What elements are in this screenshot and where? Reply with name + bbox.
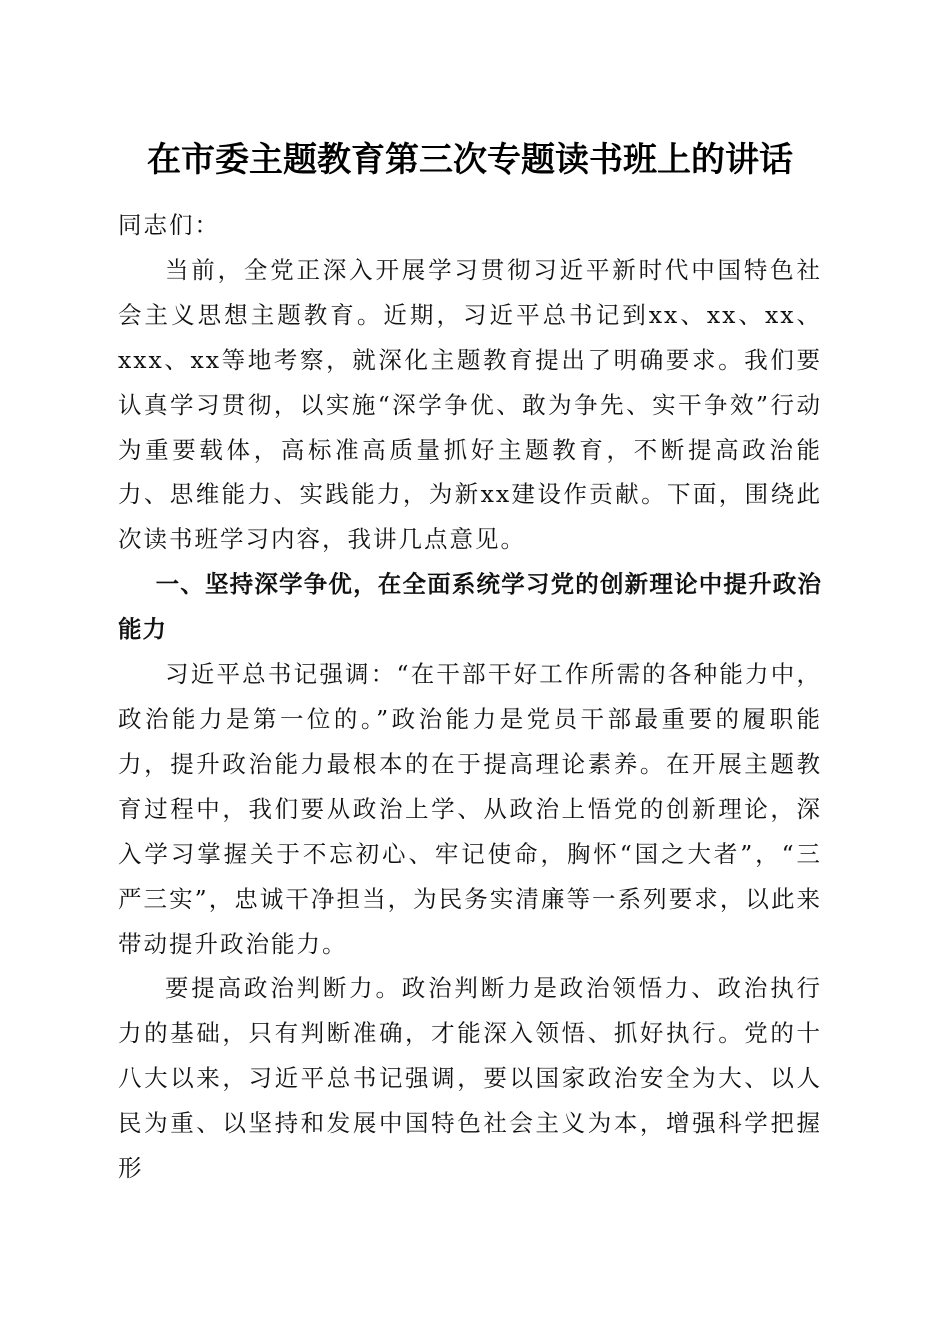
page-title: 在市委主题教育第三次专题读书班上的讲话: [147, 140, 793, 180]
section-heading-1: 一、坚持深学争优，在全面系统学习党的创新理论中提升政治能力: [118, 570, 822, 644]
document-body: [118, 203, 822, 1191]
paragraph-political-ability: 习近平总书记强调：“在干部干好工作所需的各种能力中，政治能力是第一位的。”政治能力是党员干部最重要的履职能力，提升政治能力最根本的在于提高理论素养。在开展主题教育过程中，我们要从政治上学、从政治上悟党的创新理论，深入学习掌握关于不忘初心、牢记使命，胸怀“国之大者”，“三严三实”，忠诚干净担当，为民务实清廉等一系列要求，以此来带动提升政治能力。: [118, 660, 822, 958]
salutation: 同志们：: [118, 211, 220, 239]
paragraph-intro: 当前，全党正深入开展学习贯彻习近平新时代中国特色社会主义思想主题教育。近期，习近平总书记到xx、xx、xx、xxx、xx等地考察，就深化主题教育提出了明确要求。我们要认真学习贯彻，以实施“深学争优、敢为争先、实干争效”行动为重要载体，高标准高质量抓好主题教育，不断提高政治能力、思维能力、实践能力，为新xx建设作贡献。下面，围绕此次读书班学习内容，我讲几点意见。: [118, 255, 822, 554]
paragraph-political-judgment: 要提高政治判断力。政治判断力是政治领悟力、政治执行力的基础，只有判断准确，才能深入领悟、抓好执行。党的十八大以来，习近平总书记强调，要以国家政治安全为大、以人民为重、以坚持和发展中国特色社会主义为本，增强科学把握形: [118, 974, 822, 1183]
